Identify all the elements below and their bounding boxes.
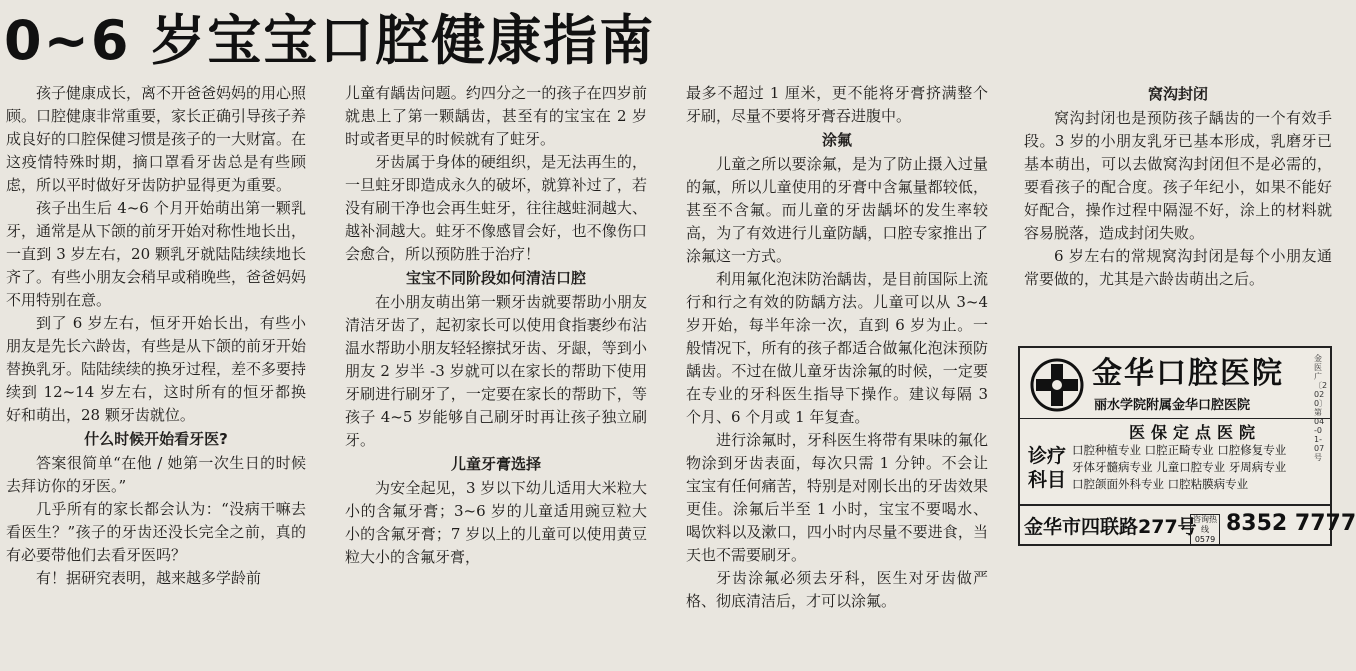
paragraph: 孩子健康成长，离不开爸爸妈妈的用心照顾。口腔健康非常重要，家长正确引导孩子养成良好的口腔保健习惯是孩子的一大财富。在这疫情特殊时期，摘口罩看牙齿总是有些顾虑，所以平时做好牙齿防护显得更为重要。 (6, 84, 307, 194)
headline: 0~6 岁宝宝口腔健康指南 (4, 9, 656, 72)
department-item: 口腔粘膜病专业 (1167, 477, 1249, 491)
article-column-4 (1024, 82, 1332, 291)
ad-license-number: 金医广〔2020〕第04-01-07号 (1314, 354, 1328, 462)
paragraph: 儿童有龋齿问题。约四分之一的孩子在四岁前就患上了第一颗龋齿，甚至有的宝宝在 2 岁时或者更早的时候就有了蛀牙。 (345, 84, 647, 148)
paragraph: 在小朋友萌出第一颗牙齿就要帮助小朋友清洁牙齿了，起初家长可以使用食指裹纱布沾温水帮助小朋友轻轻擦拭牙齿、牙龈，等到小朋友 2 岁半 -3 岁就可以在家长的帮助下使用牙刷进行刷牙了，一定要在家长的帮助下，等孩子 4~5 岁能够自己刷牙时再让孩子独立刷牙。 (345, 293, 647, 449)
area-code: 0579 (1194, 535, 1216, 544)
section-heading: 什么时候开始看牙医? (84, 430, 228, 448)
article-column-2 (345, 82, 647, 569)
department-item: 牙体牙髓病专业 (1072, 460, 1153, 474)
department-item: 儿童口腔专业 (1156, 460, 1226, 474)
department-item: 口腔种植专业 (1072, 443, 1141, 457)
department-item: 口腔颌面外科专业 (1072, 477, 1164, 491)
section-heading: 窝沟封闭 (1147, 85, 1208, 103)
department-item: 口腔正畸专业 (1144, 443, 1214, 457)
hospital-address: 金华市四联路277号 (1024, 516, 1197, 538)
paragraph: 最多不超过 1 厘米，更不能将牙膏挤满整个牙刷，尽量不要将牙膏吞进腹中。 (686, 84, 988, 125)
section-heading: 宝宝不同阶段如何清洁口腔 (405, 269, 586, 287)
hospital-logo-icon (1030, 358, 1084, 412)
phone-number: 8352 7777 (1226, 511, 1356, 536)
paragraph: 有！据研究表明，越来越多学龄前 (36, 569, 262, 587)
hospital-advertisement (1018, 346, 1356, 546)
hospital-subtitle: 丽水学院附属金华口腔医院 (1094, 398, 1251, 413)
paragraph: 到了 6 岁左右，恒牙开始长出，有些小朋友是先长六龄齿，有些是从下颌的前牙开始替换乳牙。陆陆续续的换牙过程，差不多要持续到 12~14 岁左右，这时所有的恒牙都换好和萌出，28 颗牙齿就位。 (6, 314, 307, 424)
divider (1020, 418, 1330, 419)
section-heading: 涂氟 (821, 131, 852, 149)
hospital-name: 金华口腔医院 (1092, 356, 1284, 391)
hotline-box (1190, 514, 1220, 546)
paragraph: 窝沟封闭也是预防孩子龋齿的一个有效手段。3 岁的小朋友乳牙已基本形成，乳磨牙已基本萌出，可以去做窝沟封闭但不是必需的，要看孩子的配合度。孩子年纪小，如果不能好好配合，操作过程中隔湿不好，涂上的材料就容易脱落，造成封闭失败。 (1024, 109, 1332, 242)
ad-contact-bar (1020, 504, 1356, 544)
department-item: 口腔修复专业 (1217, 443, 1287, 457)
paragraph: 答案很简单“在他 / 她第一次生日的时候去拜访你的牙医。” (6, 454, 306, 495)
paragraph: 儿童之所以要涂氟，是为了防止摄入过量的氟，所以儿童使用的牙膏中含氟量都较低，甚至不含氟。而儿童的牙齿龋坏的发生率较高，为了有效进行儿童防龋，口腔专家推出了涂氟这一方式。 (686, 155, 988, 265)
article-column-3 (686, 82, 988, 613)
hotline-label: 咨询热线 (1193, 515, 1217, 534)
paragraph: 牙齿属于身体的硬组织，是无法再生的，一旦蛀牙即造成永久的破坏，就算补过了，若没有刷干净也会再生蛀牙，往往越蛀洞越大、越补洞越大。蛀牙不像感冒会好，也不像伤口会愈合，所以预防胜于治疗！ (345, 153, 647, 263)
department-item: 牙周病专业 (1228, 460, 1287, 474)
paragraph: 进行涂氟时，牙科医生将带有果味的氟化物涂到牙齿表面，每次只需 1 分钟。不会让宝宝有任何痛苦，特别是对刚长出的牙齿效果更佳。涂氟后半至 1 小时，宝宝不要喝水、喝饮料以及漱口，四小时内尽量不要进食，当天也不需要刷牙。 (686, 431, 988, 564)
paragraph: 牙齿涂氟必须去牙科，医生对牙齿做严格、彻底清洁后，才可以涂氟。 (686, 569, 988, 610)
paragraph: 6 岁左右的常规窝沟封闭是每个小朋友通常要做的，尤其是六龄齿萌出之后。 (1024, 247, 1332, 288)
departments-label: 诊疗科目 (1027, 445, 1066, 491)
paragraph: 几乎所有的家长都会认为：“没病干嘛去看医生？”孩子的牙齿还没长完全之前，真的有必要带他们去看牙医吗？ (6, 500, 306, 564)
article-column-1 (6, 82, 306, 590)
departments-list (1072, 442, 1326, 493)
insurance-badge: 医保定点医院 (1128, 423, 1261, 442)
paragraph: 孩子出生后 4~6 个月开始萌出第一颗乳牙，通常是从下颌的前牙开始对称性地长出，一直到 3 岁左右，20 颗乳牙就陆陆续续地长齐了。有些小朋友会稍早或稍晚些，爸爸妈妈不用特别在意。 (6, 199, 307, 309)
section-heading: 儿童牙膏选择 (450, 455, 541, 473)
paragraph: 利用氟化泡沫防治龋齿，是目前国际上流行和行之有效的防龋方法。儿童可以从 3~4 岁开始，每半年涂一次，直到 6 岁为止。一般情况下，所有的孩子都适合做氟化泡沫预防龋齿。不过在做儿童牙齿涂氟的时候，一定要在专业的牙科医生指导下操作。建议每隔 3 个月、6 个月或 1 年复查。 (686, 270, 988, 426)
paragraph: 为安全起见，3 岁以下幼儿适用大米粒大小的含氟牙膏；3~6 岁的儿童适用豌豆粒大小的含氟牙膏；7 岁以上的儿童可以使用黄豆粒大小的含氟牙膏， (345, 479, 647, 566)
